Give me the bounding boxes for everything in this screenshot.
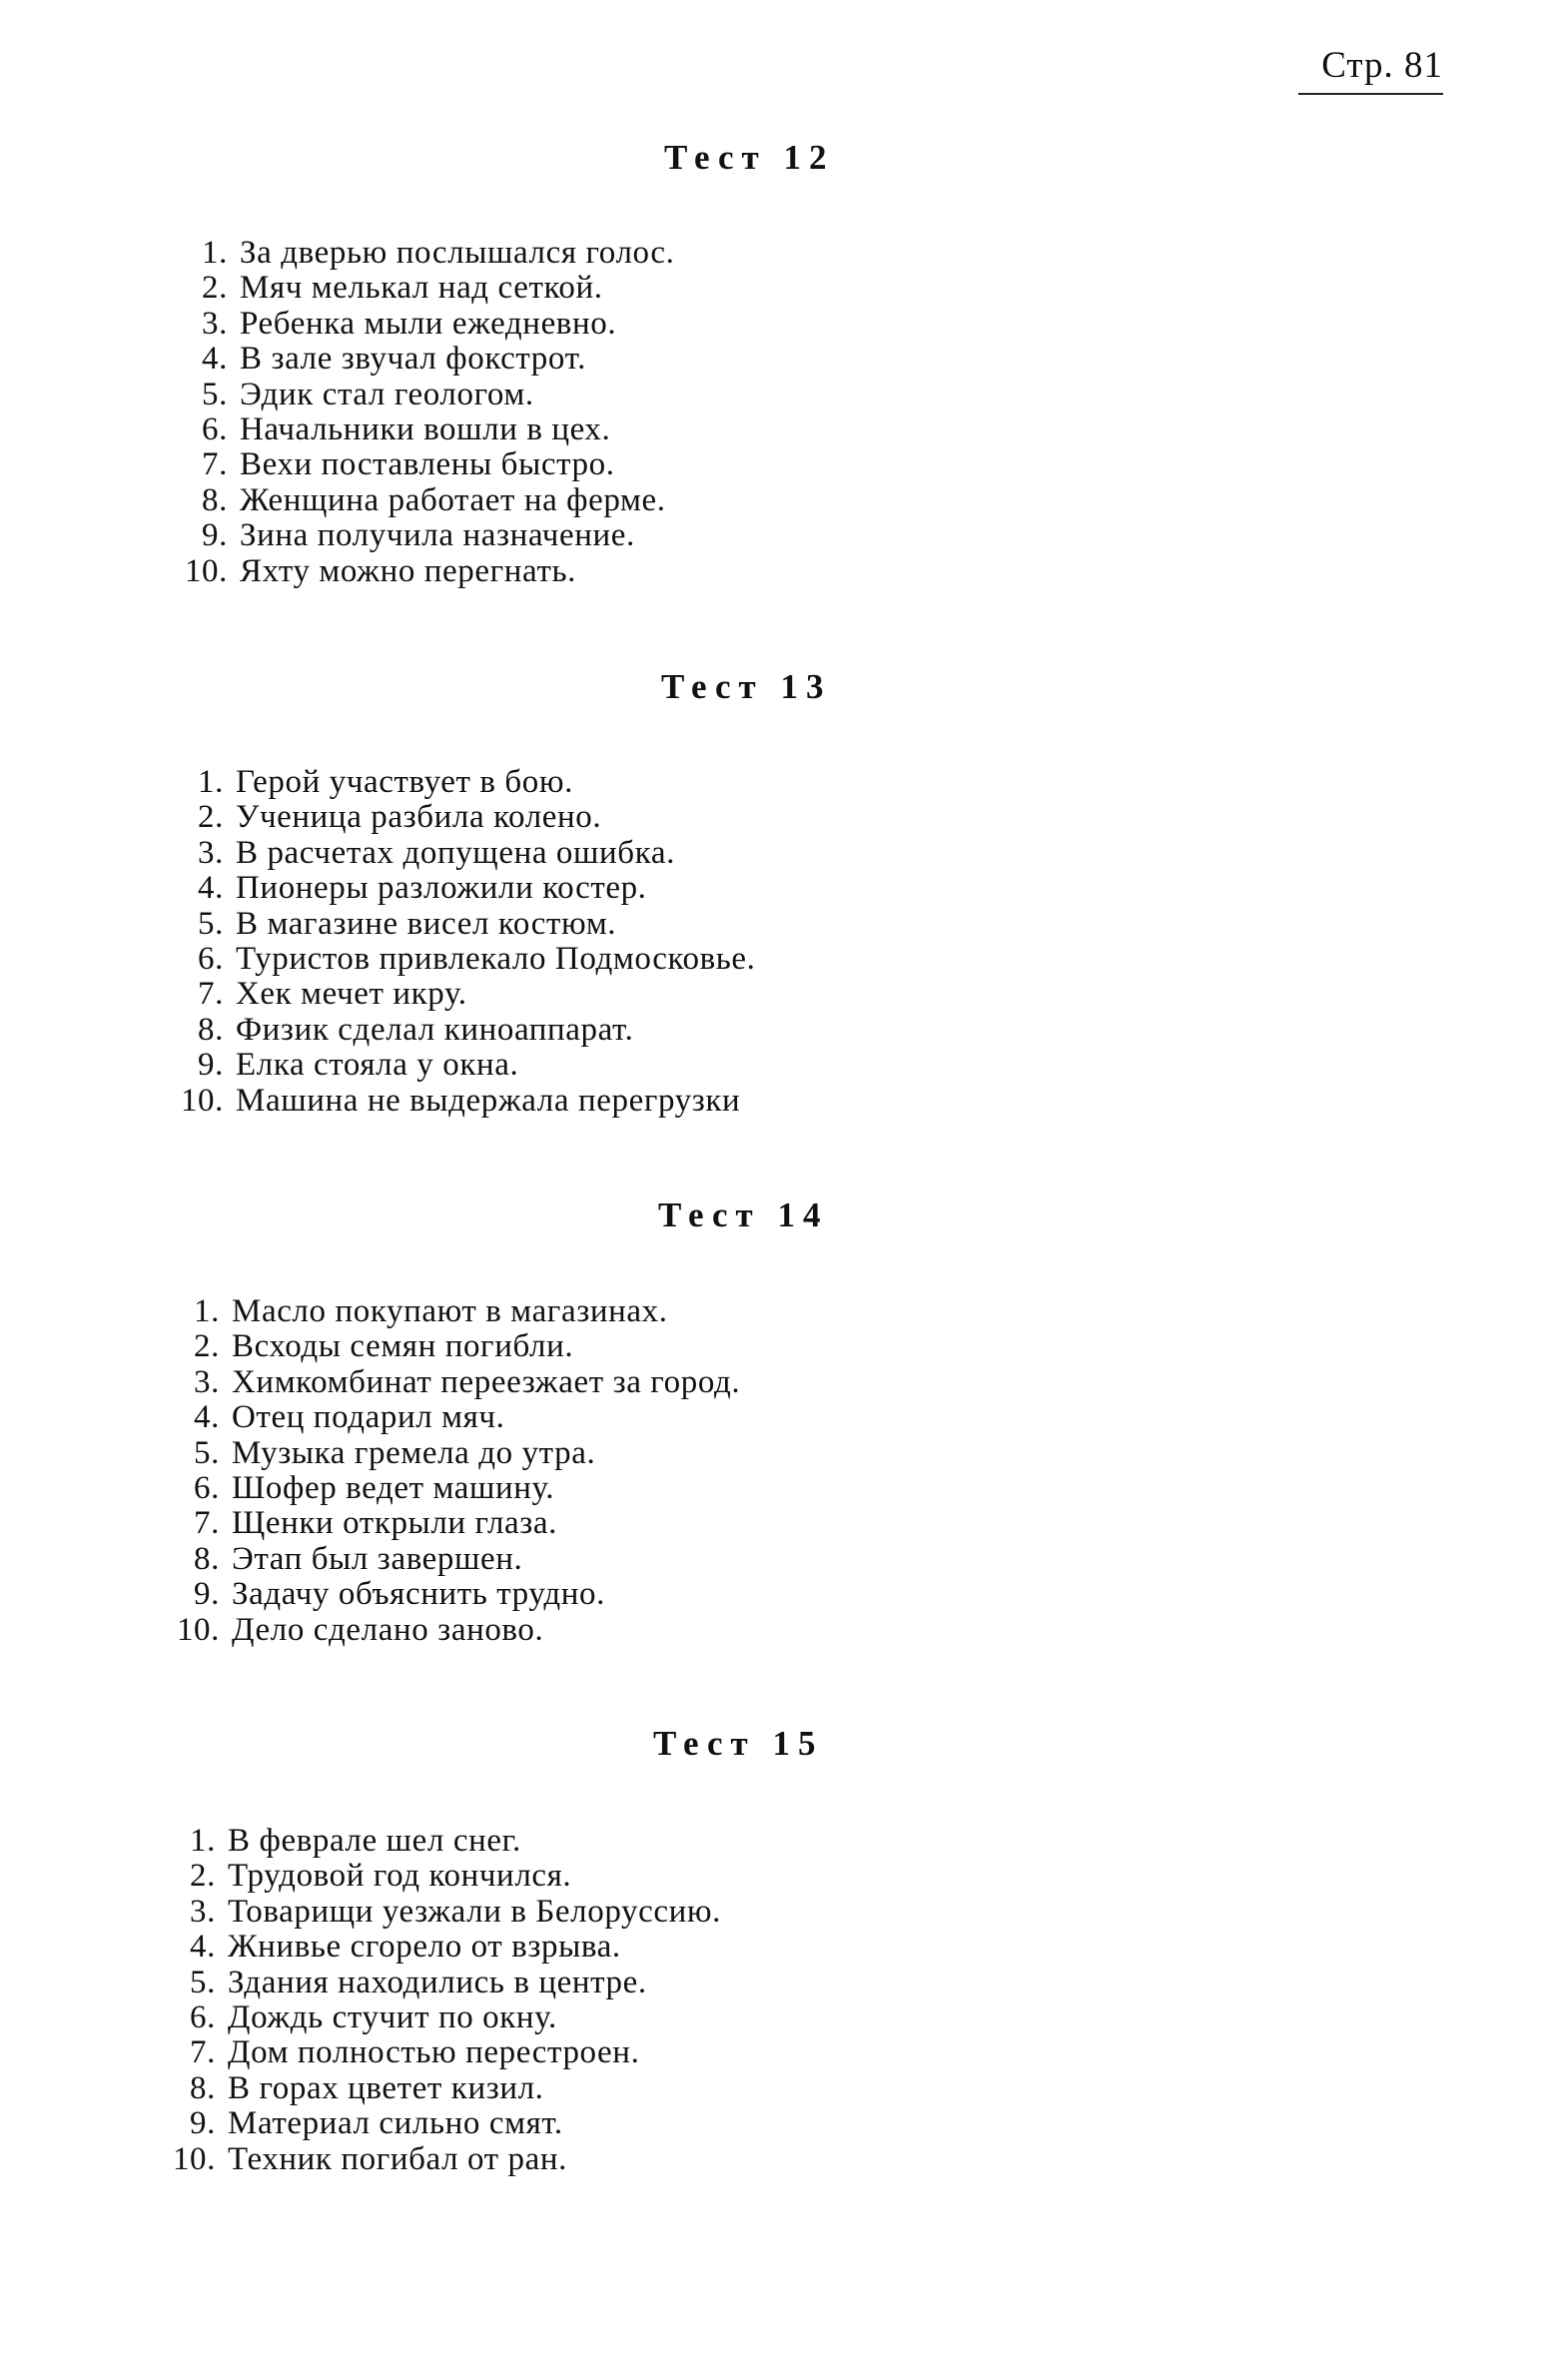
item-number: 8.	[194, 1540, 220, 1577]
list-item	[168, 1542, 740, 1577]
list-item	[168, 1365, 740, 1400]
item-text: Машина не выдержала перегрузки	[236, 1082, 741, 1119]
item-number: 2.	[194, 1328, 220, 1365]
item-text: Ученица разбила колено.	[236, 799, 602, 836]
test-list	[164, 1824, 721, 2177]
list-item	[164, 1930, 721, 1965]
item-text: Яхту можно перегнать.	[240, 552, 576, 589]
test-title: Тест 12	[664, 138, 835, 177]
item-number: 1.	[194, 1293, 220, 1329]
item-number: 8.	[198, 1011, 224, 1048]
item-text: Эдик стал геологом.	[240, 376, 534, 412]
item-number: 6.	[190, 1998, 216, 2035]
item-number: 3.	[194, 1363, 220, 1400]
item-text: Ребенка мыли ежедневно.	[240, 305, 617, 342]
item-number: 10.	[180, 1082, 224, 1119]
list-item	[164, 1824, 721, 1859]
list-item	[172, 1048, 756, 1083]
list-item	[164, 2106, 721, 2141]
list-item	[176, 342, 675, 377]
test-title: Тест 15	[653, 1724, 824, 1763]
list-item	[164, 1859, 721, 1894]
list-item	[176, 554, 675, 589]
item-number: 6.	[202, 410, 228, 447]
list-item	[164, 2035, 721, 2070]
list-item	[176, 378, 675, 412]
item-number: 9.	[194, 1576, 220, 1613]
item-number: 10.	[184, 552, 228, 589]
item-number: 3.	[198, 834, 224, 871]
item-number: 5.	[198, 905, 224, 942]
test-title: Тест 13	[661, 667, 832, 706]
item-number: 1.	[202, 235, 228, 271]
item-text: Женщина работает на ферме.	[240, 481, 666, 518]
list-item	[172, 907, 756, 942]
item-text: Хек мечет икру.	[236, 976, 467, 1013]
test-list	[172, 765, 756, 1119]
item-text: Задачу объяснить трудно.	[232, 1576, 605, 1613]
item-text: Масло покупают в магазинах.	[232, 1293, 668, 1329]
list-item	[172, 836, 756, 871]
item-number: 6.	[198, 940, 224, 977]
item-number: 2.	[190, 1858, 216, 1895]
item-number: 1.	[198, 764, 224, 800]
list-item	[172, 1084, 756, 1119]
item-number: 8.	[190, 2069, 216, 2106]
item-number: 5.	[190, 1964, 216, 2000]
list-item	[164, 2071, 721, 2106]
item-text: В горах цветет кизил.	[228, 2069, 544, 2106]
item-text: Здания находились в центре.	[228, 1964, 647, 2000]
item-text: Шофер ведет машину.	[232, 1469, 555, 1506]
item-text: Отец подарил мяч.	[232, 1399, 505, 1436]
list-item	[172, 800, 756, 835]
item-number: 2.	[198, 799, 224, 836]
item-text: Дело сделано заново.	[232, 1611, 544, 1648]
item-number: 10.	[172, 2140, 216, 2177]
item-text: Жнивье сгорело от взрыва.	[228, 1929, 621, 1966]
item-number: 4.	[198, 870, 224, 907]
item-number: 9.	[190, 2105, 216, 2142]
item-number: 7.	[194, 1505, 220, 1542]
item-text: В зале звучал фокстрот.	[240, 341, 586, 378]
item-text: Товарищи уезжали в Белоруссию.	[228, 1893, 721, 1930]
item-number: 10.	[176, 1611, 220, 1648]
list-item	[176, 307, 675, 342]
item-number: 5.	[194, 1434, 220, 1471]
item-text: Этап был завершен.	[232, 1540, 523, 1577]
list-item	[168, 1613, 740, 1648]
item-number: 8.	[202, 481, 228, 518]
list-item	[172, 1013, 756, 1048]
item-text: Материал сильно смят.	[228, 2105, 563, 2142]
item-text: Всходы семян погибли.	[232, 1328, 574, 1365]
item-text: В магазине висел костюм.	[236, 905, 617, 942]
item-text: За дверью послышался голос.	[240, 235, 675, 271]
item-text: Химкомбинат переезжает за город.	[232, 1363, 741, 1400]
item-number: 4.	[194, 1399, 220, 1436]
item-number: 1.	[190, 1823, 216, 1859]
list-item	[172, 765, 756, 800]
item-number: 3.	[190, 1893, 216, 1930]
list-item	[172, 871, 756, 906]
item-text: В феврале шел снег.	[228, 1823, 521, 1859]
list-item	[176, 518, 675, 553]
item-number: 5.	[202, 376, 228, 412]
item-number: 7.	[190, 2034, 216, 2071]
list-item	[168, 1471, 740, 1506]
list-item	[168, 1294, 740, 1329]
item-text: Зина получила назначение.	[240, 517, 635, 554]
item-text: Елка стояла у окна.	[236, 1047, 519, 1084]
list-item	[176, 271, 675, 306]
item-text: Пионеры разложили костер.	[236, 870, 647, 907]
item-number: 4.	[202, 341, 228, 378]
list-item	[176, 412, 675, 447]
list-item	[164, 1966, 721, 2000]
item-number: 3.	[202, 305, 228, 342]
item-text: Дождь стучит по окну.	[228, 1998, 557, 2035]
item-text: Туристов привлекало Подмосковье.	[236, 940, 756, 977]
item-number: 9.	[202, 517, 228, 554]
test-title: Тест 14	[658, 1195, 829, 1234]
list-item	[168, 1400, 740, 1435]
item-text: Дом полностью перестроен.	[228, 2034, 640, 2071]
item-text: Мяч мелькал над сеткой.	[240, 270, 603, 307]
test-list	[176, 236, 675, 589]
list-item	[168, 1506, 740, 1541]
item-text: Вехи поставлены быстро.	[240, 446, 615, 483]
test-list	[168, 1294, 740, 1648]
item-text: Физик сделал киноаппарат.	[236, 1011, 634, 1048]
item-text: Музыка гремела до утра.	[232, 1434, 596, 1471]
item-number: 6.	[194, 1469, 220, 1506]
item-number: 2.	[202, 270, 228, 307]
list-item	[172, 977, 756, 1012]
list-item	[168, 1577, 740, 1612]
item-text: Герой участвует в бою.	[236, 764, 573, 800]
list-item	[168, 1436, 740, 1471]
item-number: 7.	[202, 446, 228, 483]
list-item	[164, 1895, 721, 1930]
item-text: В расчетах допущена ошибка.	[236, 834, 675, 871]
list-item	[176, 236, 675, 271]
item-number: 4.	[190, 1929, 216, 1966]
list-item	[168, 1329, 740, 1364]
item-text: Техник погибал от ран.	[228, 2140, 568, 2177]
item-text: Начальники вошли в цех.	[240, 410, 611, 447]
list-item	[164, 2000, 721, 2035]
item-text: Щенки открыли глаза.	[232, 1505, 558, 1542]
item-text: Трудовой год кончился.	[228, 1858, 572, 1895]
list-item	[176, 483, 675, 518]
page-number: Стр. 81	[1298, 44, 1443, 95]
list-item	[164, 2142, 721, 2177]
item-number: 9.	[198, 1047, 224, 1084]
list-item	[176, 447, 675, 482]
list-item	[172, 942, 756, 977]
item-number: 7.	[198, 976, 224, 1013]
